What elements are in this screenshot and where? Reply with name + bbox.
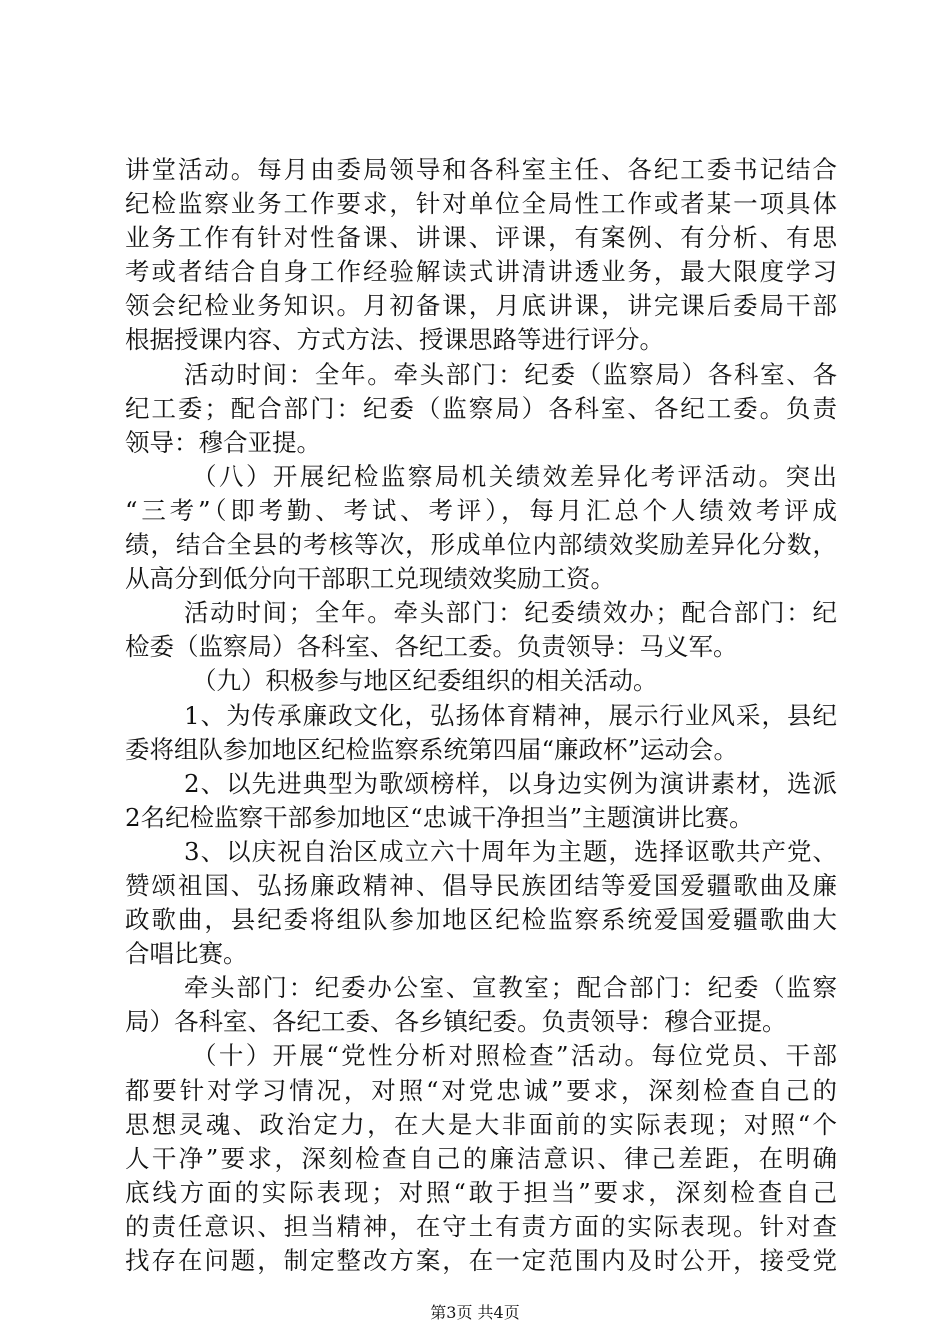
text-line: 领导：穆合亚提。 [125,427,321,457]
text-line: 赞颂祖国、弘扬廉政精神、倡导民族团结等爱国爱疆歌曲及廉 [125,870,837,900]
text-line: （八）开展纪检监察局机关绩效差异化考评活动。突出 [192,461,837,491]
text-line: “三考”（即考勤、考试、考评），每月汇总个人绩效考评成 [125,495,837,525]
text-line: 1、为传承廉政文化，弘扬体育精神，展示行业风采，县纪 [184,700,837,730]
page-footer: 第3页 共4页 [430,1303,520,1322]
text-line: 检委（监察局）各科室、各纪工委。负责领导：马义军。 [125,632,738,662]
text-line: 思想灵魂、政治定力，在大是大非面前的实际表现；对照“个 [125,1109,837,1139]
text-line: 政歌曲，县纪委将组队参加地区纪检监察系统爱国爱疆歌曲大 [125,905,837,935]
text-line: 2名纪检监察干部参加地区“忠诚干净担当”主题演讲比赛。 [125,802,754,832]
text-line: 纪工委；配合部门：纪委（监察局）各科室、各纪工委。负责 [125,393,837,423]
text-line: 合唱比赛。 [125,939,248,969]
text-line: 3、以庆祝自治区成立六十周年为主题，选择讴歌共产党、 [184,836,837,866]
text-line: （九）积极参与地区纪委组织的相关活动。 [192,666,658,696]
text-line: 2、以先进典型为歌颂榜样，以身边实例为演讲素材，选派 [184,768,837,798]
text-line: 领会纪检业务知识。月初备课，月底讲课，讲完课后委局干部 [125,291,837,321]
text-line: 根据授课内容、方式方法、授课思路等进行评分。 [125,325,664,355]
text-line: 找存在问题，制定整改方案，在一定范围内及时公开，接受党 [125,1246,837,1275]
text-line: 人干净”要求，深刻检查自己的廉洁意识、律己差距，在明确 [125,1143,837,1173]
text-line: 的责任意识、担当精神，在守土有责方面的实际表现。针对查 [125,1211,837,1241]
text-line: 都要针对学习情况，对照“对党忠诚”要求，深刻检查自己的 [125,1075,837,1105]
text-line: 牵头部门：纪委办公室、宣教室；配合部门：纪委（监察 [184,973,837,1003]
document-body [125,153,837,1278]
text-line: 局）各科室、各纪工委、各乡镇纪委。负责领导：穆合亚提。 [125,1007,787,1037]
text-line: 底线方面的实际表现；对照“敢于担当”要求，深刻检查自己 [125,1177,837,1207]
text-line: 从高分到低分向干部职工兑现绩效奖励工资。 [125,564,615,594]
text-line: 委将组队参加地区纪检监察系统第四届“廉政杯”运动会。 [125,734,739,764]
text-line: 考或者结合自身工作经验解读式讲清讲透业务，最大限度学习 [125,257,837,287]
text-line: 纪检监察业务工作要求，针对单位全局性工作或者某一项具体 [125,189,837,219]
text-line: 活动时间：全年。牵头部门：纪委（监察局）各科室、各 [184,359,837,389]
text-line: 活动时间；全年。牵头部门：纪委绩效办；配合部门：纪 [184,598,837,628]
text-line: （十）开展“党性分析对照检查”活动。每位党员、干部 [192,1041,837,1071]
text-line: 绩，结合全县的考核等次，形成单位内部绩效奖励差异化分数， [125,530,837,560]
text-line: 业务工作有针对性备课、讲课、评课，有案例、有分析、有思 [125,223,837,253]
text-line: 讲堂活动。每月由委局领导和各科室主任、各纪工委书记结合 [125,155,837,184]
